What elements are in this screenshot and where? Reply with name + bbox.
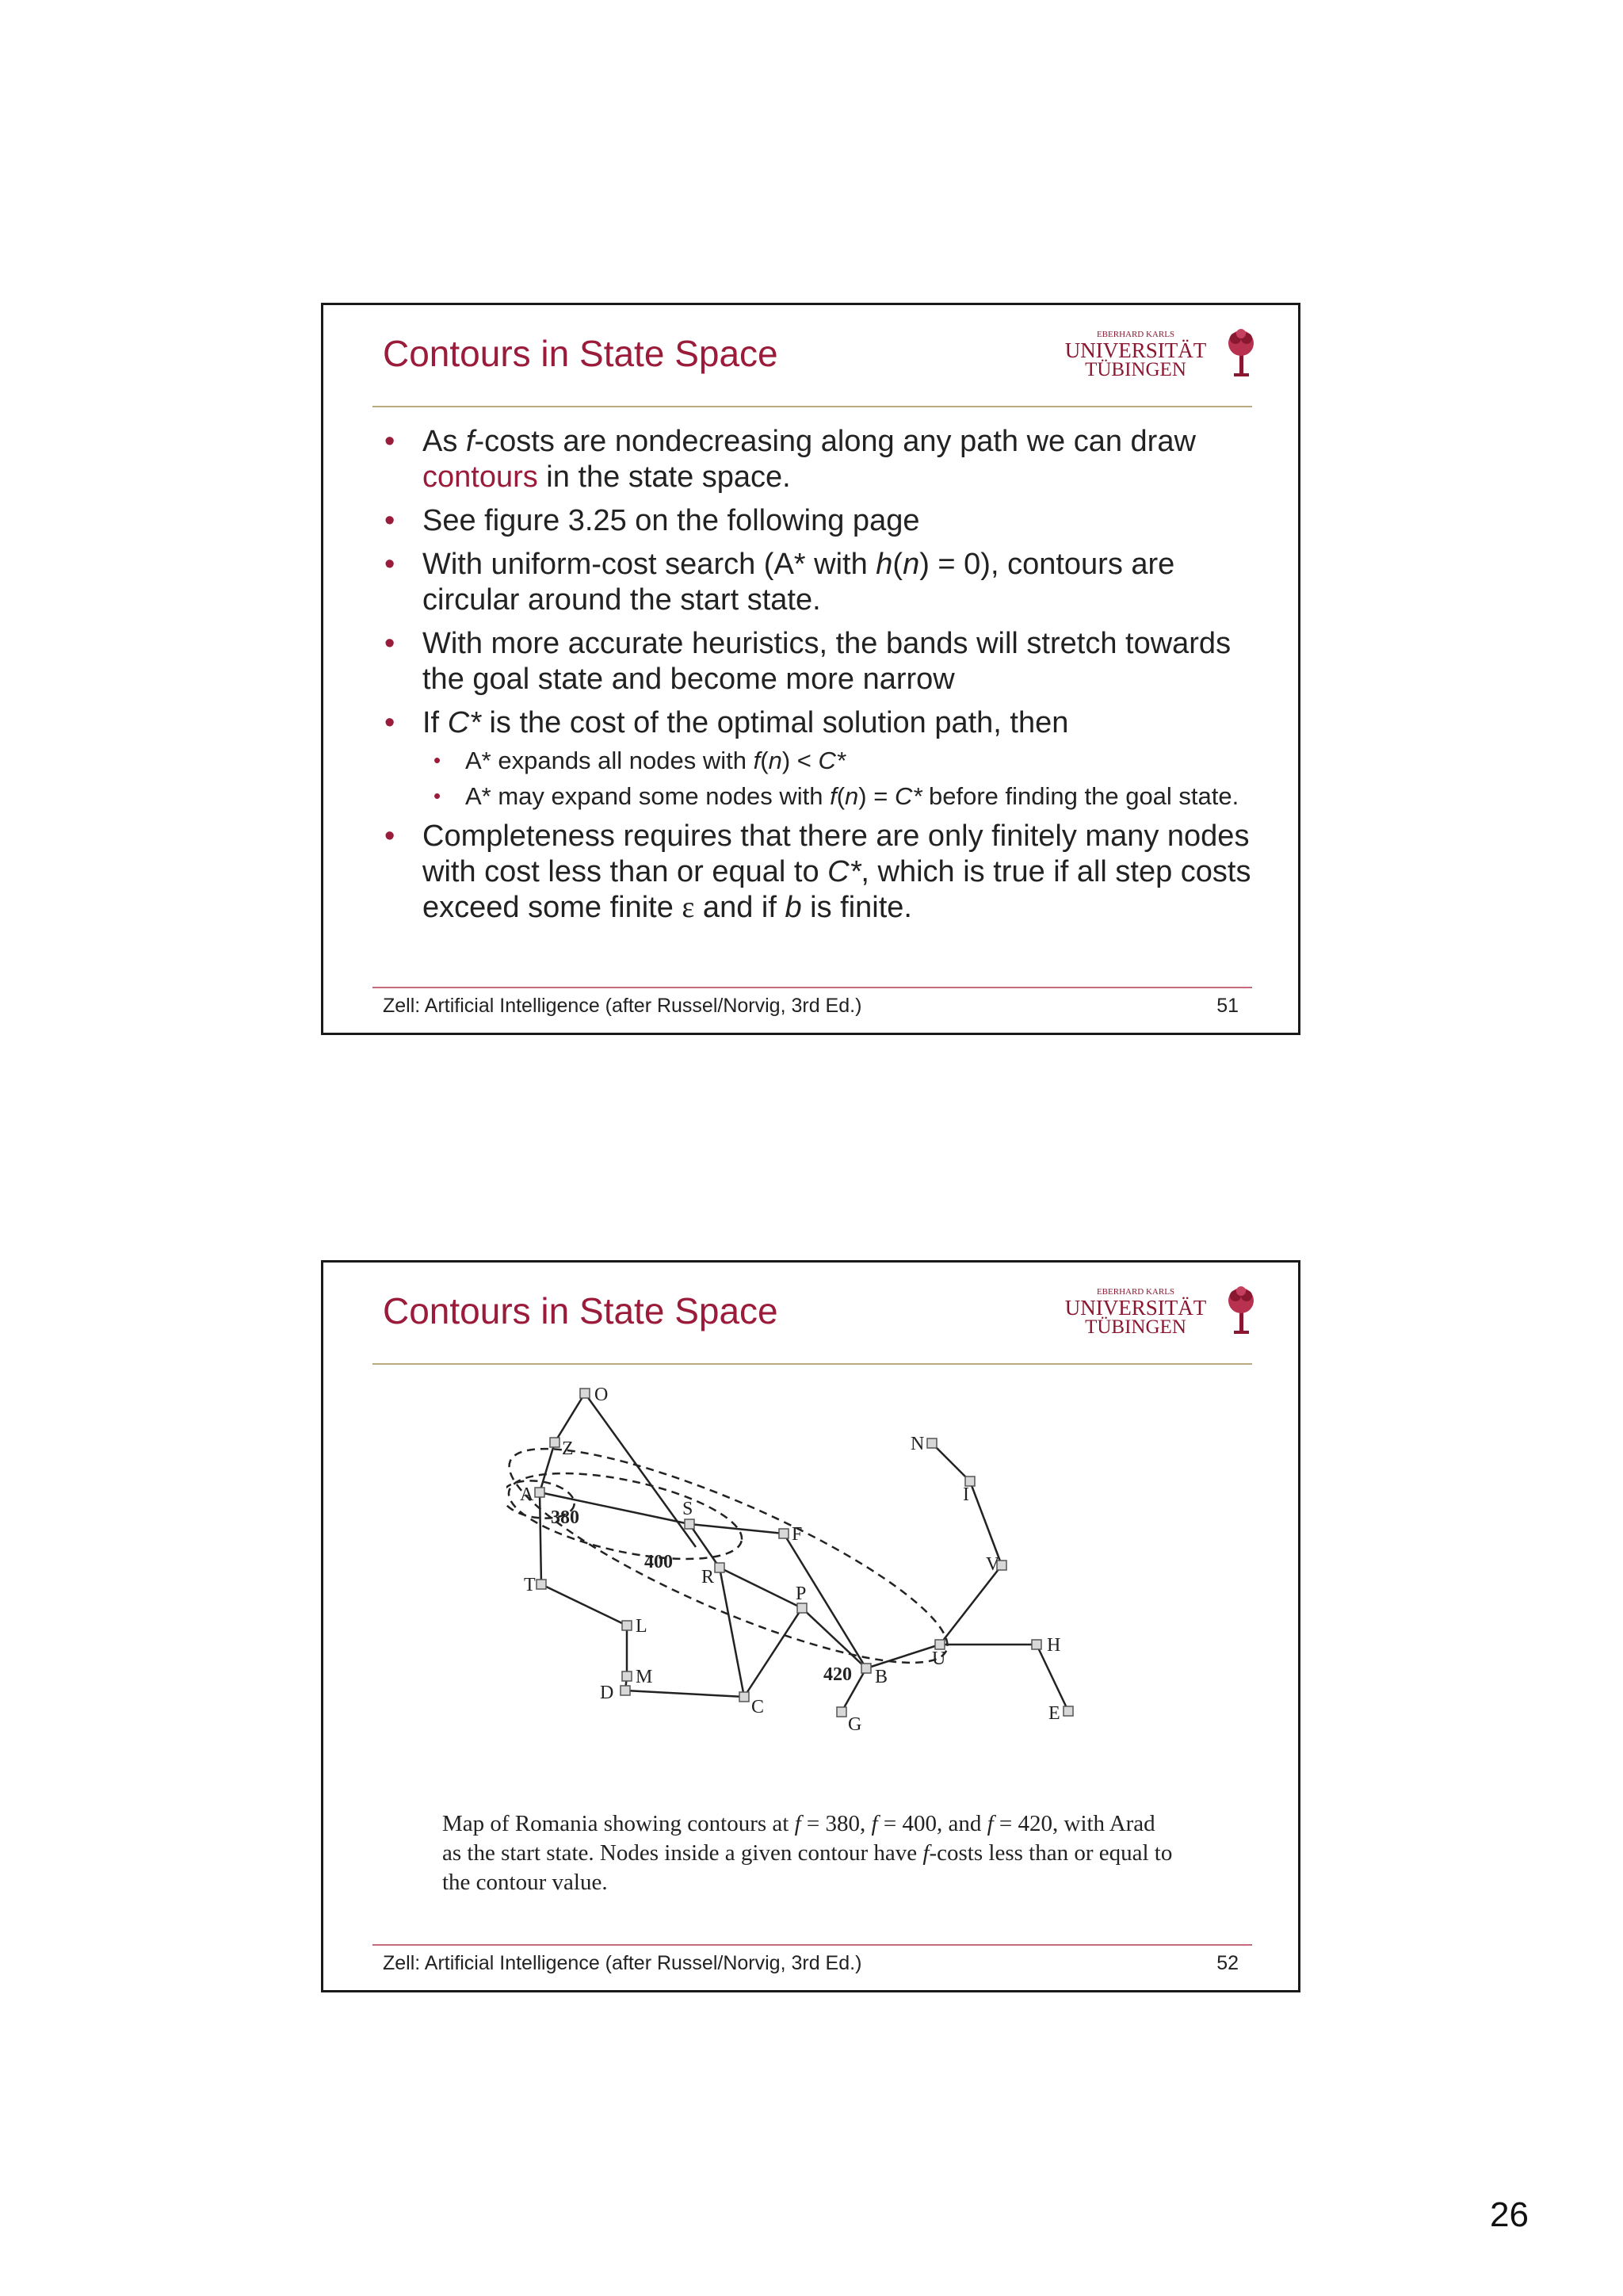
sub-bullet-item: • A* may expand some nodes with f(n) = C* before finding the goal state. (422, 781, 1270, 811)
node-l (622, 1621, 632, 1630)
node-label-v: V (986, 1554, 1000, 1575)
footer-credit: Zell: Artificial Intelligence (after Russel/Norvig, 3rd Ed.) (383, 995, 862, 1017)
university-logo (1064, 326, 1262, 380)
node-label-c: C (751, 1697, 765, 1717)
node-p (797, 1603, 807, 1613)
node-r (715, 1563, 724, 1572)
node-label-i: I (963, 1484, 969, 1505)
node-label-n: N (911, 1434, 925, 1454)
bullet-item: • If C* is the cost of the optimal solution path, then • A* expands all nodes with f(n) < C* • A* may expand some nodes with f(n) = C* before finding the goal state. (375, 705, 1270, 811)
node-label-l: L (636, 1616, 647, 1637)
contour-label-380: 380 (551, 1507, 579, 1528)
node-t (537, 1580, 546, 1589)
node-label-e: E (1048, 1703, 1060, 1724)
node-label-m: M (636, 1667, 653, 1687)
node-label-t: T (524, 1575, 536, 1595)
node-c (739, 1692, 749, 1702)
bullet-item: • As f-costs are nondecreasing along any path we can draw contours in the state space. (375, 424, 1270, 495)
handout-page-number: 26 (1490, 2195, 1529, 2234)
node-label-p: P (796, 1584, 807, 1604)
bullet-list (375, 424, 1270, 934)
slide-51 (321, 303, 1300, 1035)
footer-divider (372, 987, 1252, 988)
node-f (779, 1529, 789, 1538)
logo-line3: TÜBINGEN (1085, 1316, 1186, 1337)
node-h (1032, 1640, 1041, 1649)
node-label-z: Z (562, 1438, 574, 1459)
node-o (580, 1389, 590, 1398)
slide-title: Contours in State Space (383, 333, 778, 374)
city-nodes (535, 1389, 1073, 1717)
slide-title: Contours in State Space (383, 1290, 778, 1331)
footer-credit: Zell: Artificial Intelligence (after Russel/Norvig, 3rd Ed.) (383, 1952, 862, 1974)
node-label-u: U (932, 1648, 946, 1669)
bullet-item: • With uniform-cost search (A* with h(n) = 0), contours are circular around the start state. (375, 547, 1270, 618)
slide-page-number: 51 (1216, 995, 1239, 1017)
node-s (685, 1519, 694, 1529)
node-label-a: A (520, 1484, 534, 1505)
logo-line1: EBERHARD KARLS (1096, 330, 1175, 339)
romania-map-figure (506, 1381, 1156, 1825)
node-label-r: R (701, 1567, 715, 1587)
node-m (622, 1671, 632, 1681)
road-network (540, 1393, 1068, 1712)
footer-divider (372, 1944, 1252, 1946)
slide-page-number: 52 (1216, 1952, 1239, 1974)
university-logo (1064, 1283, 1262, 1337)
node-n (927, 1438, 937, 1448)
node-b (861, 1664, 871, 1673)
node-label-f: F (792, 1524, 803, 1545)
title-divider (372, 1363, 1252, 1365)
node-a (535, 1488, 544, 1497)
romania-map (506, 1381, 1156, 1825)
node-label-b: B (875, 1667, 888, 1687)
node-g (837, 1707, 846, 1717)
contour-label-420: 420 (823, 1664, 852, 1685)
bullet-item: • See figure 3.25 on the following page (375, 503, 1270, 539)
node-e (1064, 1706, 1073, 1716)
node-z (550, 1438, 559, 1447)
logo-line2: UNIVERSITÄT (1064, 1296, 1207, 1320)
node-label-o: O (594, 1385, 609, 1405)
bullet-item: • With more accurate heuristics, the bands will stretch towards the goal state and become more narrow (375, 626, 1270, 697)
title-divider (372, 406, 1252, 407)
palm-tree-icon (1228, 1286, 1254, 1334)
bullet-item: • Completeness requires that there are only finitely many nodes with cost less than or equal to C*, which is true if all step costs exceed some finite ε and if b is finite. (375, 819, 1270, 926)
node-label-h: H (1047, 1635, 1061, 1656)
figure-caption: Map of Romania showing contours at f = 380, f = 400, and f = 420, with Arad as the start state. Nodes inside a given contour have f-costs less than or equal to the contour value. (442, 1811, 1173, 1895)
slide-52 (321, 1260, 1300, 1992)
node-d (621, 1686, 630, 1695)
logo-line3: TÜBINGEN (1085, 359, 1186, 380)
palm-tree-icon (1228, 329, 1254, 376)
contour-label-400: 400 (644, 1552, 673, 1572)
sub-bullet-item: • A* expands all nodes with f(n) < C* (422, 746, 1270, 775)
logo-line2: UNIVERSITÄT (1064, 338, 1207, 362)
node-label-g: G (848, 1714, 862, 1735)
node-label-d: D (600, 1683, 614, 1703)
node-label-s: S (682, 1499, 693, 1519)
logo-line1: EBERHARD KARLS (1096, 1287, 1175, 1297)
